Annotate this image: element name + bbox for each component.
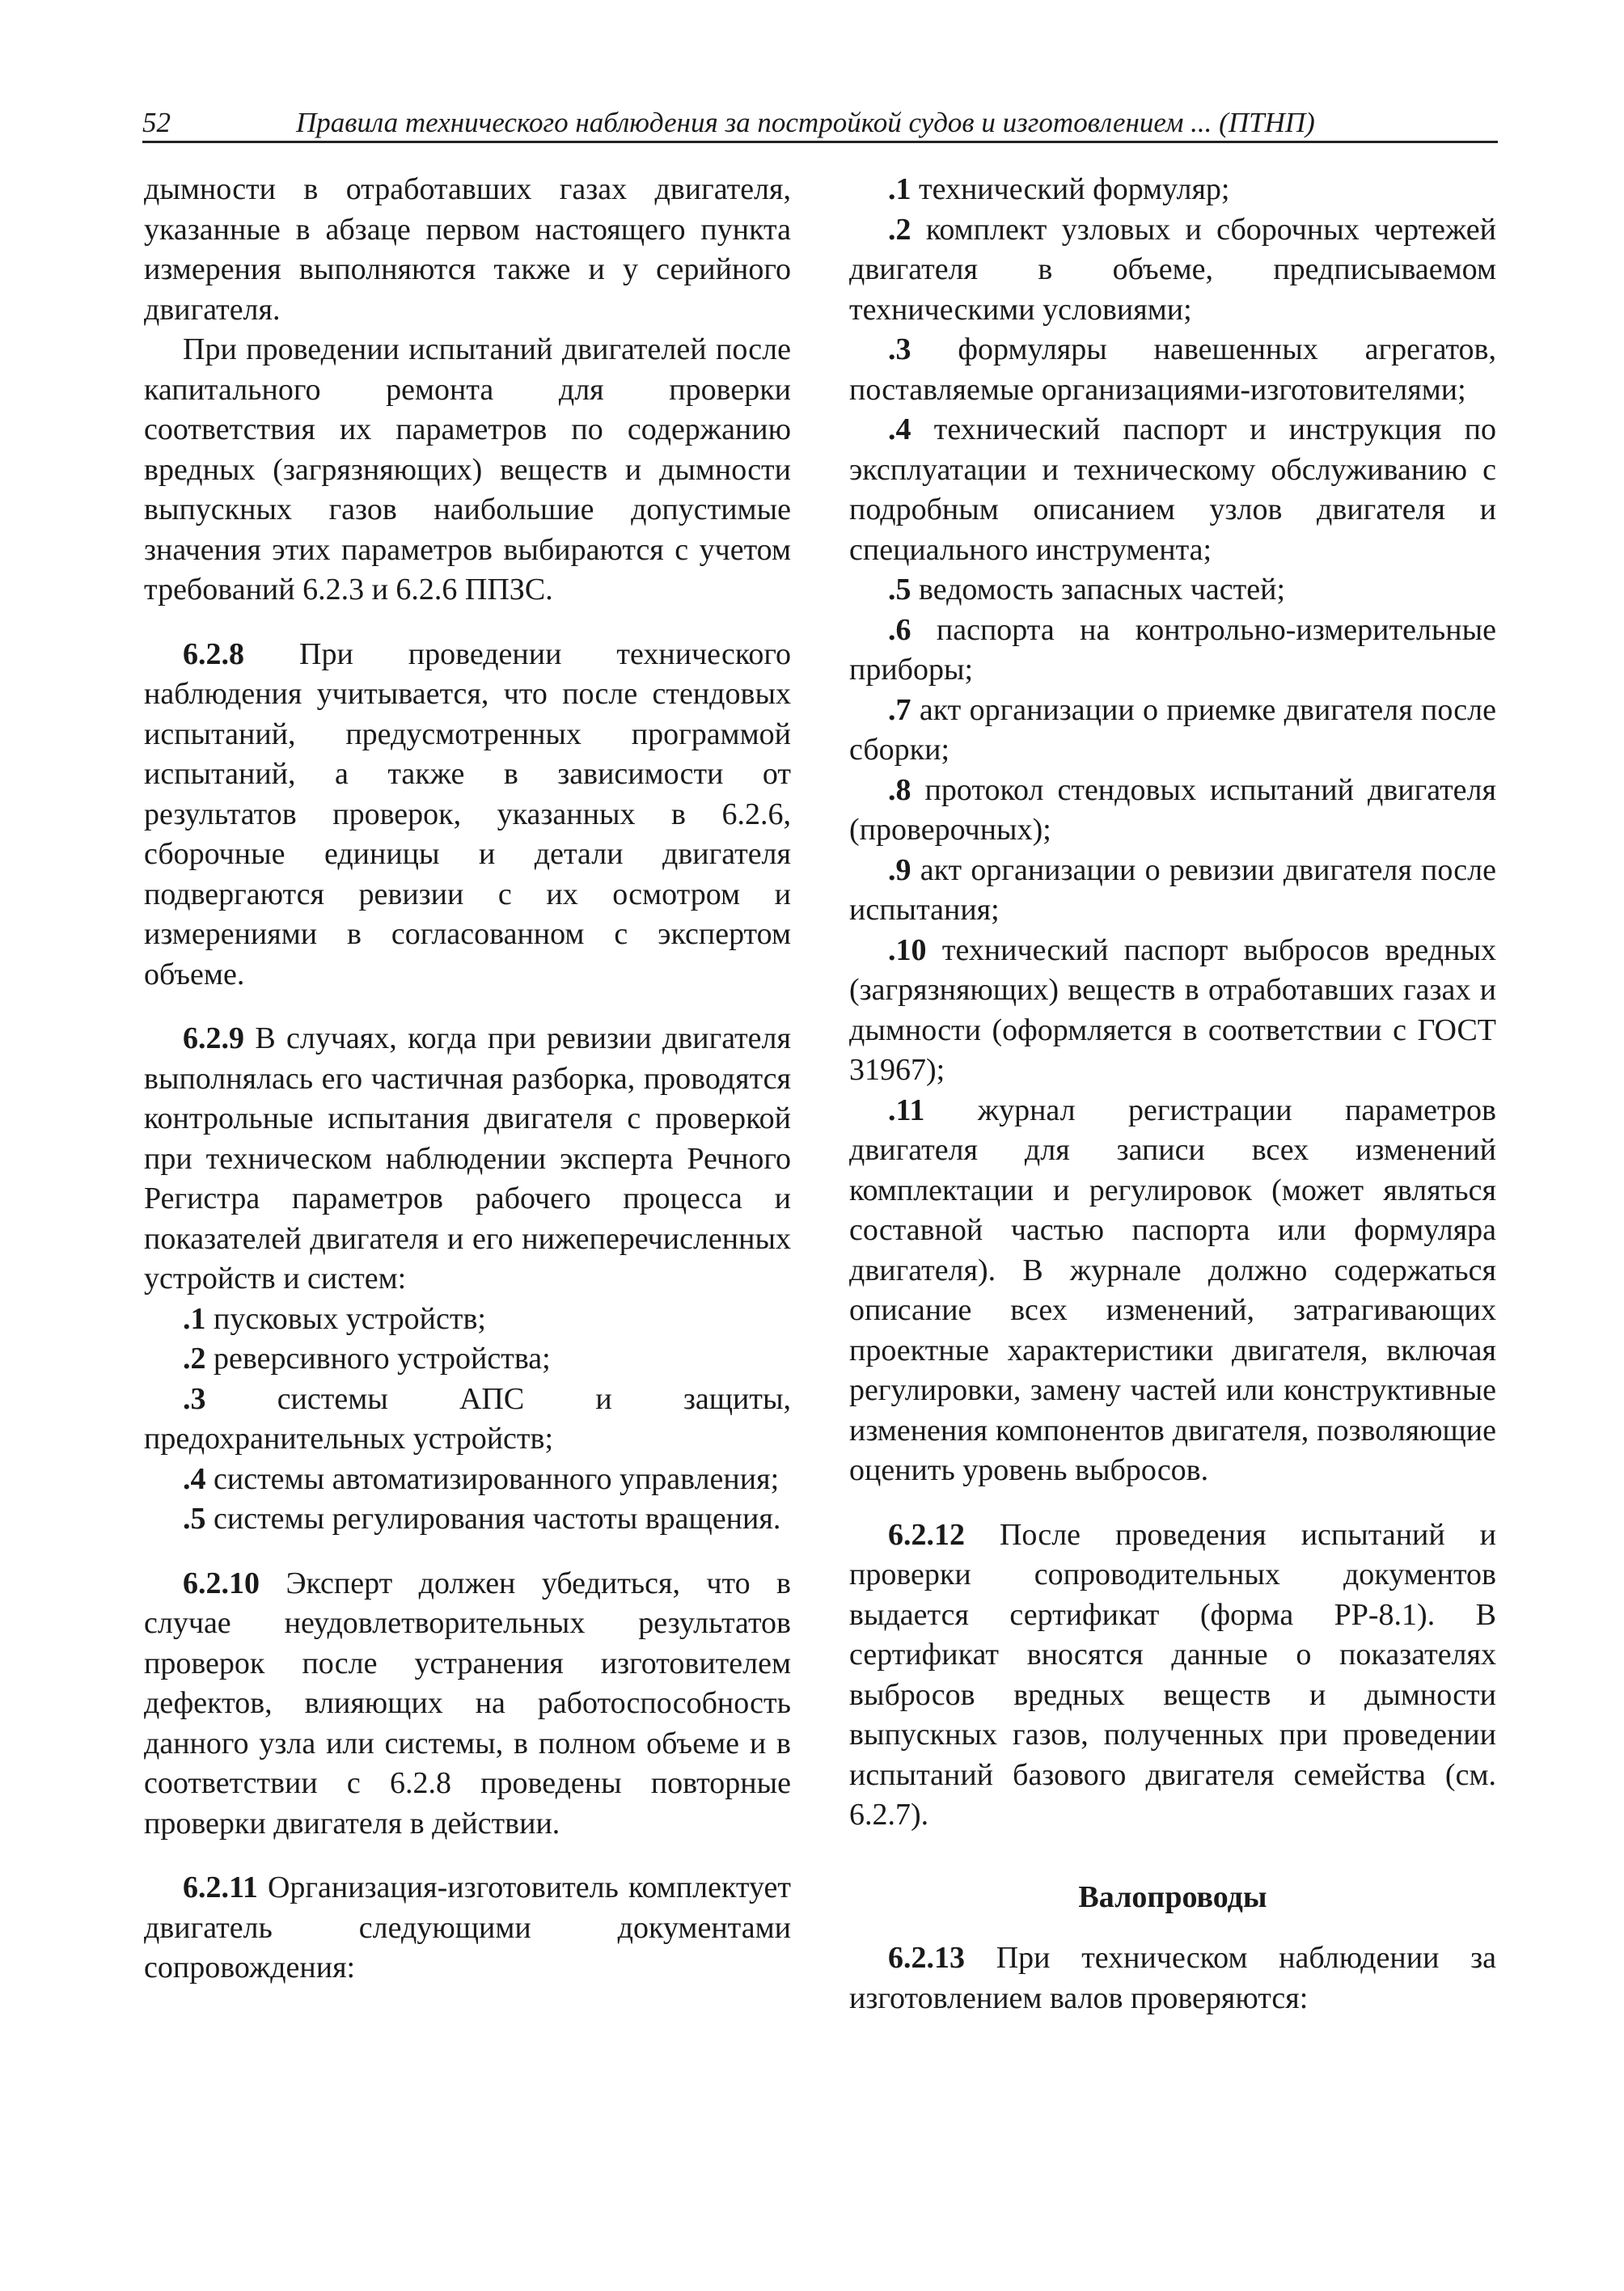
section-6-2-8 — [144, 635, 791, 995]
item-number: .4 — [888, 412, 911, 446]
item-number: .11 — [888, 1093, 925, 1127]
list-item — [849, 691, 1496, 771]
list-item — [849, 851, 1496, 931]
item-text: протокол стендовых испытаний двигателя (проверочных); — [849, 772, 1496, 847]
item-text: акт организации о приемке двигателя после сборки; — [849, 692, 1496, 767]
list-item — [849, 931, 1496, 1091]
section-number: 6.2.13 — [888, 1941, 965, 1975]
item-number: .1 — [888, 172, 911, 206]
item-text: технический формуляр; — [919, 172, 1230, 206]
list-item — [849, 330, 1496, 410]
item-number: .1 — [183, 1301, 206, 1336]
section-text: В случаях, когда при ревизии двигателя выполнялась его частичная разборка, проводятся контрольные испытания двигателя с проверкой при техническом наблюдении эксперта Речного Регистра параметров рабочего процесса и показателей двигателя и его нижеперечисленных устройств и систем: — [144, 1021, 791, 1296]
item-text: технический паспорт и инструкция по эксплуатации и техническому обслуживанию с подробным описанием узлов двигателя и специального инструмента; — [849, 412, 1497, 567]
item-text: системы АПС и защиты, предохранительных устройств; — [144, 1381, 792, 1456]
list-item — [849, 771, 1496, 851]
item-number: .2 — [183, 1342, 206, 1376]
section-text: Организация-изготовитель комплектует двигатель следующими документами сопровождения: — [144, 1870, 791, 1985]
section-heading: Валопроводы — [1078, 1879, 1267, 1914]
page-number: 52 — [142, 107, 171, 138]
item-text: формуляры навешенных агрегатов, поставляемые организациями-изготовителями; — [849, 332, 1497, 407]
section-number: 6.2.9 — [183, 1021, 244, 1055]
item-number: .3 — [183, 1381, 206, 1416]
item-text: журнал регистрации параметров двигателя для записи всех изменений комплектации и регулировок (может являться составной частью паспорта или формуляра двигателя). В журнале должно содержаться описание всех изменений, затрагивающих проектные характеристики двигателя, включая регулировки, замену частей или конструктивные изменения компонентов двигателя, позволяющие оценить уровень выбросов. — [849, 1093, 1496, 1487]
item-number: .5 — [888, 573, 911, 607]
running-title: Правила технического наблюдения за постройкой судов и изготовлением ... (ПТНП) — [296, 107, 1315, 138]
section-text: При проведении технического наблюдения учитывается, что после стендовых испытаний, предусмотренных программой испытаний, а также в зависимости от результатов проверок, указанных в 6.2.6, сборочные единицы и детали двигателя подвергаются ревизии с их осмотром и измерениями в согласованном с экспертом объеме. — [144, 636, 792, 991]
section-number: 6.2.12 — [888, 1517, 965, 1552]
paragraph: дымности в отработавших газах двигателя, указанные в абзаце первом настоящего пункта измерения выполняются также и у серийного двигателя. — [144, 172, 791, 327]
item-text: акт организации о ревизии двигателя после испытания; — [849, 852, 1497, 927]
list-item — [144, 1499, 791, 1540]
section-6-2-12 — [849, 1515, 1496, 1836]
right-column — [849, 170, 1496, 2018]
left-column — [144, 170, 791, 1989]
item-number: .5 — [183, 1502, 206, 1536]
item-text: ведомость запасных частей; — [919, 573, 1286, 607]
section-6-2-11 — [144, 1868, 791, 1989]
list-item — [144, 1300, 791, 1340]
item-text: комплект узловых и сборочных чертежей двигателя в объеме, предписываемом техническими условиями; — [849, 212, 1496, 327]
item-number: .8 — [888, 772, 911, 807]
item-text: реверсивного устройства; — [214, 1342, 551, 1376]
item-number: .7 — [888, 692, 911, 727]
list-item — [849, 170, 1496, 210]
list-item — [144, 1339, 791, 1380]
item-text: пусковых устройств; — [214, 1301, 486, 1336]
list-item — [849, 210, 1496, 331]
list-item — [849, 1091, 1496, 1491]
item-text: паспорта на контрольно-измерительные приборы; — [849, 612, 1496, 687]
section-6-2-13 — [849, 1938, 1496, 2018]
item-number: .6 — [888, 612, 911, 647]
section-text: При техническом наблюдении за изготовлением валов проверяются: — [849, 1941, 1497, 2015]
section-number: 6.2.10 — [183, 1566, 260, 1600]
item-text: системы автоматизированного управления; — [214, 1461, 780, 1496]
section-number: 6.2.8 — [183, 636, 244, 671]
section-number: 6.2.11 — [183, 1870, 258, 1904]
list-item — [144, 1460, 791, 1500]
paragraph: При проведении испытаний двигателей после капитального ремонта для проверки соответствия их параметров по содержанию вредных (загрязняющих) веществ и дымности выпускных газов наибольшие допустимые значения этих параметров выбираются с учетом требований 6.2.3 и 6.2.6 ППЗС. — [144, 332, 791, 607]
list-item — [849, 611, 1496, 691]
section-6-2-9 — [144, 1019, 791, 1300]
section-6-2-10 — [144, 1564, 791, 1845]
item-number: .9 — [888, 852, 911, 887]
section-text: После проведения испытаний и проверки сопроводительных документов выдается сертификат (форма РР-8.1). В сертификат вносятся данные о показателях выбросов вредных веществ и дымности выпускных газов, полученных при проведении испытаний базового двигателя семейства (см. 6.2.7). — [849, 1517, 1496, 1832]
item-number: .10 — [888, 932, 927, 967]
page-header — [142, 104, 1498, 143]
item-text: системы регулирования частоты вращения. — [214, 1502, 781, 1536]
list-item — [849, 570, 1496, 611]
item-number: .2 — [888, 212, 911, 247]
item-number: .3 — [888, 332, 911, 366]
item-text: технический паспорт выбросов вредных (загрязняющих) веществ в отработавших газах и дымности (оформляется в соответствии с ГОСТ 31967); — [849, 932, 1496, 1087]
list-item — [144, 1380, 791, 1460]
list-item — [849, 410, 1496, 570]
section-text: Эксперт должен убедиться, что в случае неудовлетворительных результатов проверок после устранения изготовителем дефектов, влияющих на работоспособность данного узла или системы, в полном объеме и в соответствии с 6.2.8 проведены повторные проверки двигателя в действии. — [144, 1566, 791, 1841]
item-number: .4 — [183, 1461, 206, 1496]
